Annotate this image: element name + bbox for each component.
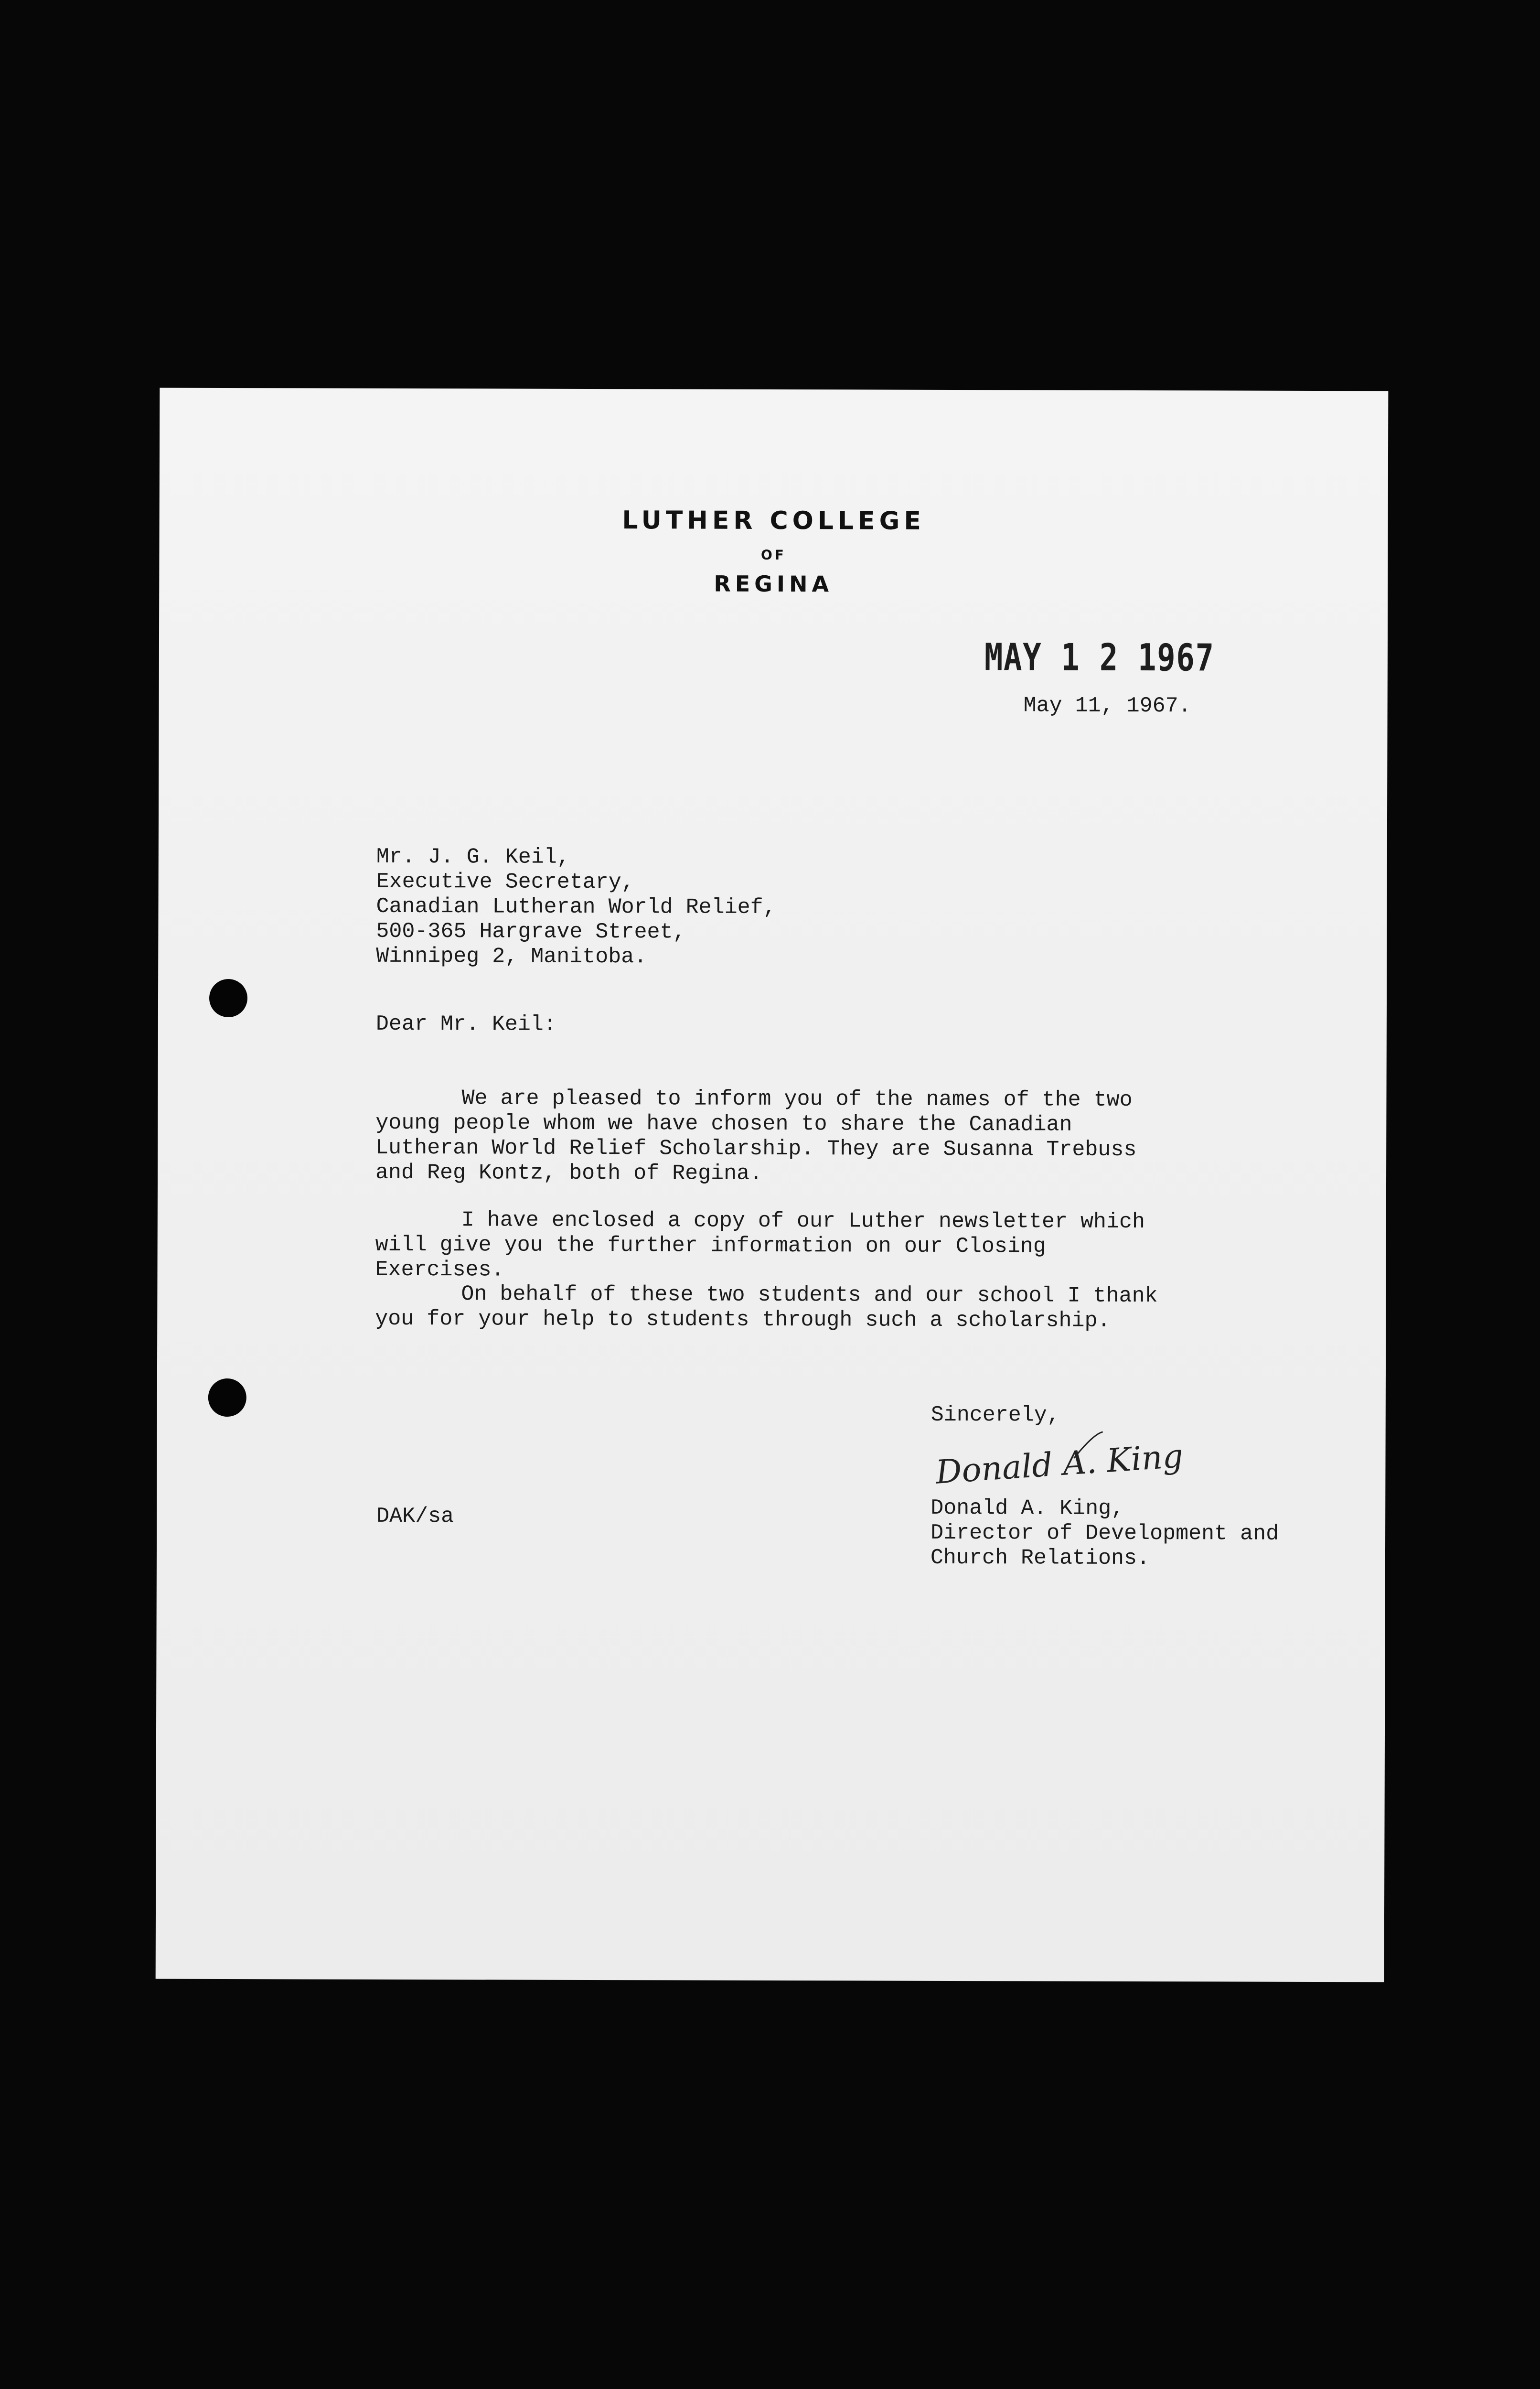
body-paragraph-3: On behalf of these two students and our school I thank you for your help to students through such a scholarship. — [375, 1282, 1158, 1333]
address-line: 500-365 Hargrave Street, — [376, 919, 686, 945]
letterhead-of: OF — [760, 547, 786, 563]
reference-initials: DAK/sa — [376, 1504, 454, 1529]
letterhead-college-name: LUTHER COLLEGE — [622, 506, 925, 536]
address-line: Mr. J. G. Keil, — [376, 844, 570, 870]
body-paragraph-1: We are pleased to inform you of the names of the two young people whom we have chosen to share the Canadian Lutheran World Relief Scholarship. They are Susanna Trebuss and Reg Kontz, both of Regina. — [375, 1086, 1137, 1186]
closing: Sincerely, — [930, 1402, 1060, 1428]
signer-title: Director of Development and — [930, 1520, 1279, 1546]
letter-date: May 11, 1967. — [1023, 693, 1191, 719]
letterhead-city: REGINA — [714, 570, 834, 597]
address-line: Winnipeg 2, Manitoba. — [376, 944, 647, 969]
salutation: Dear Mr. Keil: — [375, 1012, 557, 1037]
body-paragraph-2: I have enclosed a copy of our Luther newsletter which will give you the further information on our Closing Exercises. — [375, 1208, 1145, 1282]
address-line: Canadian Lutheran World Relief, — [376, 894, 776, 920]
received-date-stamp: MAY 1 2 1967 — [984, 636, 1215, 680]
svg-text:Donald A. King: Donald A. King — [934, 1437, 1185, 1492]
signer-title: Church Relations. — [930, 1545, 1150, 1571]
signer-name: Donald A. King, — [930, 1496, 1124, 1521]
address-line: Executive Secretary, — [376, 869, 634, 895]
archive-name-block — [232, 0, 1200, 2389]
